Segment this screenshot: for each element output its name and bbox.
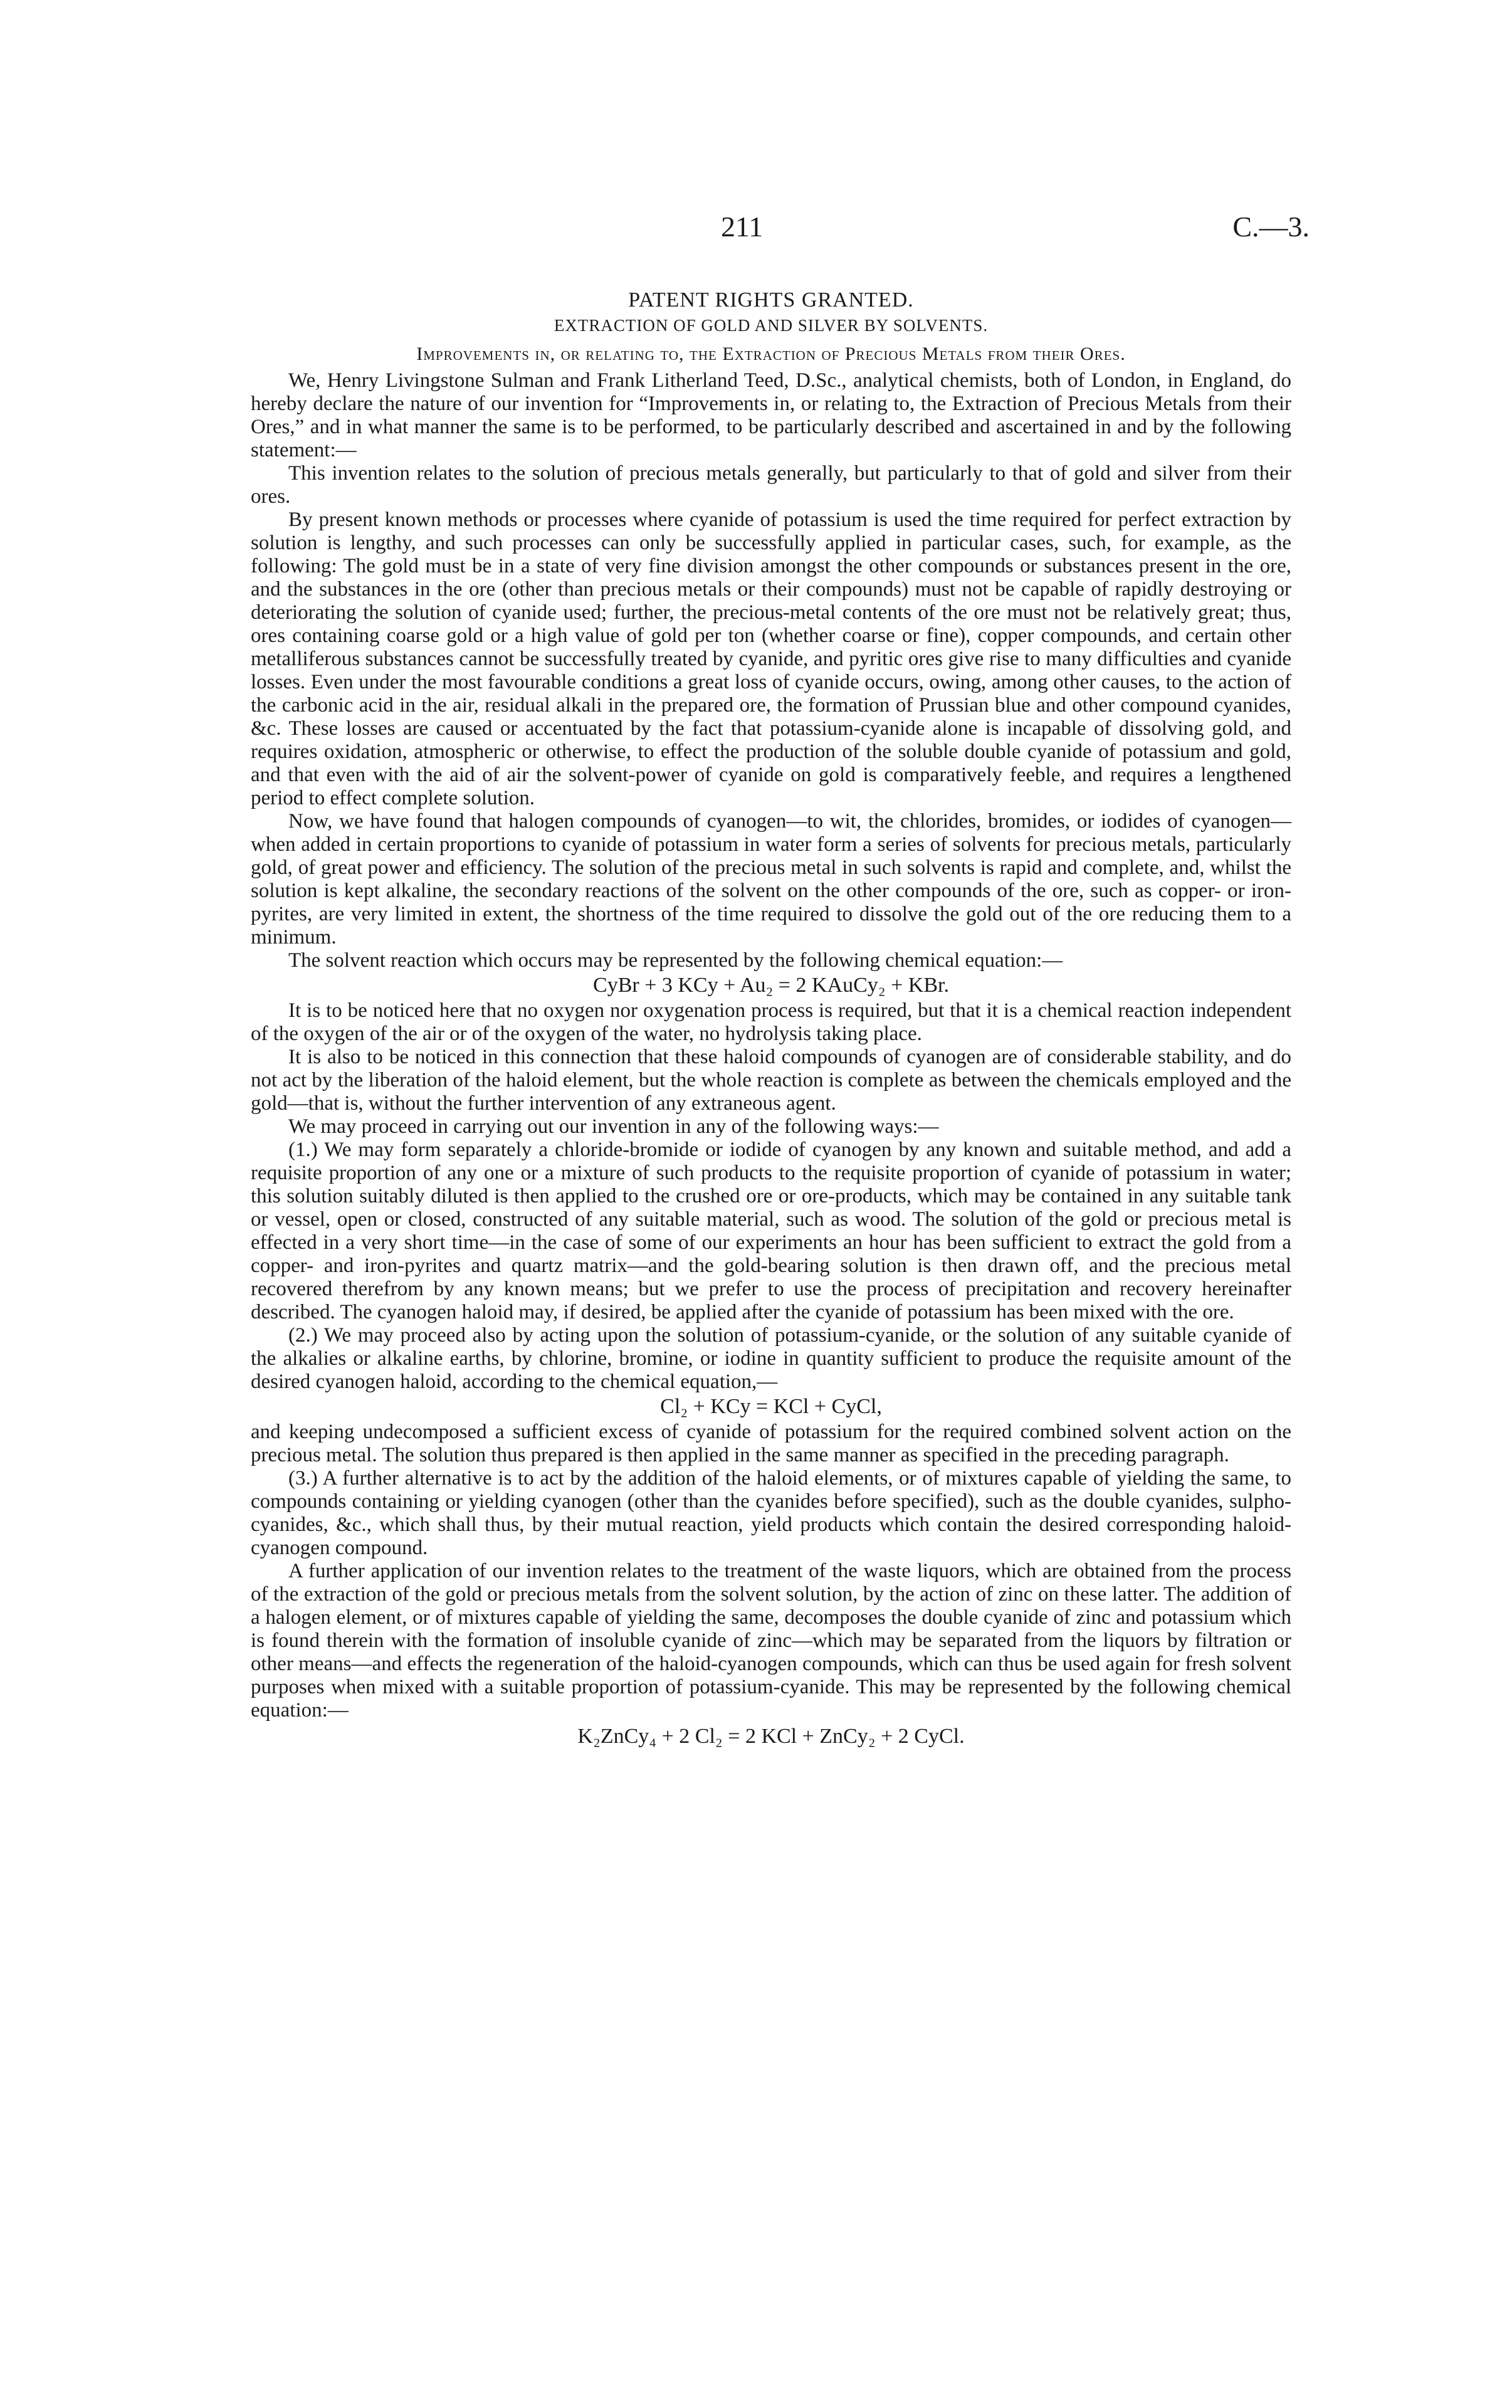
patent-title: Improvements in, or relating to, the Extraction of Precious Metals from their Ores.: [416, 344, 1126, 364]
paragraph: We may proceed in carrying out our invention in any of the following ways:—: [288, 1115, 939, 1138]
section-heading: PATENT RIGHTS GRANTED.: [628, 288, 914, 312]
paragraph: We, Henry Livingstone Sulman and Frank Litherland Teed, D.Sc., analytical chemists, both of London, in England, do hereby declare the nature of our invention for “Improvements in, or relating to, the Extraction of Precious Metals from their Ores,” and in what manner the same is to be performed, to be particularly described and ascertained in and by the following statement:—: [251, 369, 1291, 461]
paragraph: It is also to be noticed in this connection that these haloid compounds of cyanogen are of considerable stability, and do not act by the liberation of the haloid element, but the whole reaction is complete as between the chemicals employed and the gold—that is, without the further intervention of any extraneous agent.: [251, 1046, 1291, 1115]
paragraph: It is to be noticed here that no oxygen nor oxygenation process is required, but that it is a chemical reaction independent of the oxygen of the air or of the oxygen of the water, no hydrolysis taking place.: [251, 999, 1291, 1045]
page-code: C.—3.: [1232, 211, 1310, 243]
paragraph: and keeping undecomposed a sufficient excess of cyanide of potassium for the required combined solvent action on the precious metal. The solution thus prepared is then applied in the same manner as specified in the preceding paragraph.: [251, 1421, 1291, 1466]
paragraph: (1.) We may form separately a chloride-bromide or iodide of cyanogen by any known and suitable method, and add a requisite proportion of any one or a mixture of such products to the requisite proportion of cyanide of potassium in water; this solution suitably diluted is then applied to the crushed ore or ore-products, which may be contained in any suitable tank or vessel, open or closed, constructed of any suitable material, such as wood. The solution of the gold or precious metal is effected in a very short time—in the case of some of our experiments an hour has been sufficient to extract the gold from a copper- and iron-pyrites and quartz matrix—and the gold-bearing solution is then drawn off, and the precious metal recovered therefrom by any known means; but we prefer to use the process of precipitation and recovery hereinafter described. The cyanogen haloid may, if desired, be applied after the cyanide of potassium has been mixed with the ore.: [251, 1138, 1291, 1323]
document-body: [251, 288, 1291, 1748]
paragraph: (2.) We may proceed also by acting upon the solution of potassium-cyanide, or the solution of any suitable cyanide of the alkalies or alkaline earths, by chlorine, bromine, or iodine in quantity sufficient to produce the requisite amount of the desired cyanogen haloid, according to the chemical equation,—: [251, 1324, 1291, 1393]
paragraph: The solvent reaction which occurs may be represented by the following chemical equation:—: [288, 949, 1063, 972]
section-subheading: EXTRACTION OF GOLD AND SILVER BY SOLVENTS.: [554, 316, 989, 335]
paragraph: A further application of our invention relates to the treatment of the waste liquors, which are obtained from the process of the extraction of the gold or precious metals from the solvent solution, by the action of zinc on these latter. The addition of a halogen element, or of mixtures capable of yielding the same, decomposes the double cyanide of zinc and potassium which is found therein with the formation of insoluble cyanide of zinc—which may be separated from the liquors by filtration or other means—and effects the regeneration of the haloid-cyanogen compounds, which can thus be used again for fresh solvent purposes when mixed with a suitable proportion of potassium-cyanide. This may be represented by the following chemical equation:—: [251, 1560, 1291, 1722]
page-number: 211: [721, 211, 764, 243]
paragraph: (3.) A further alternative is to act by the addition of the haloid elements, or of mixtures capable of yielding the same, to compounds containing or yielding cyanogen (other than the cyanides before specified), such as the double cyanides, sulpho-cyanides, &c., which shall thus, by their mutual reaction, yield products which contain the desired corresponding haloid-cyanogen compound.: [251, 1467, 1291, 1559]
chemical-equation: Cl₂ + KCy = KCl + CyCl,: [660, 1395, 882, 1418]
paragraph: Now, we have found that halogen compounds of cyanogen—to wit, the chlorides, bromides, or iodides of cyanogen—when added in certain proportions to cyanide of potassium in water form a series of solvents for precious metals, particularly gold, of great power and efficiency. The solution of the precious metal in such solvents is rapid and complete, and, whilst the solution is kept alkaline, the secondary reactions of the solvent on the other compounds of the ore, such as copper- or iron-pyrites, are very limited in extent, the shortness of the time required to dissolve the gold out of the ore reducing them to a minimum.: [251, 810, 1291, 949]
chemical-equation: K₂ZnCy₄ + 2 Cl₂ = 2 KCl + ZnCy₂ + 2 CyCl.: [577, 1725, 965, 1748]
chemical-equation: CyBr + 3 KCy + Au₂ = 2 KAuCy₂ + KBr.: [593, 974, 949, 997]
paragraph: By present known methods or processes where cyanide of potassium is used the time required for perfect extraction by solution is lengthy, and such processes can only be successfully applied in particular cases, such, for example, as the following: The gold must be in a state of very fine division amongst the other compounds or substances present in the ore, and the substances in the ore (other than precious metals or their compounds) must not be capable of rapidly destroying or deteriorating the solution of cyanide used; further, the precious-metal contents of the ore must not be relatively great; thus, ores containing coarse gold or a high value of gold per ton (whether coarse or fine), copper compounds, and certain other metalliferous substances cannot be successfully treated by cyanide, and pyritic ores give rise to many difficulties and cyanide losses. Even under the most favourable conditions a great loss of cyanide occurs, owing, among other causes, to the action of the carbonic acid in the air, residual alkali in the prepared ore, the formation of Prussian blue and other compound cyanides, &c. These losses are caused or accentuated by the fact that potassium-cyanide alone is incapable of dissolving gold, and requires oxidation, atmospheric or otherwise, to effect the production of the soluble double cyanide of potassium and gold, and that even with the aid of air the solvent-power of cyanide on gold is comparatively feeble, and requires a lengthened period to effect complete solution.: [251, 508, 1291, 809]
paragraph: This invention relates to the solution of precious metals generally, but particularly to that of gold and silver from their ores.: [251, 462, 1291, 508]
